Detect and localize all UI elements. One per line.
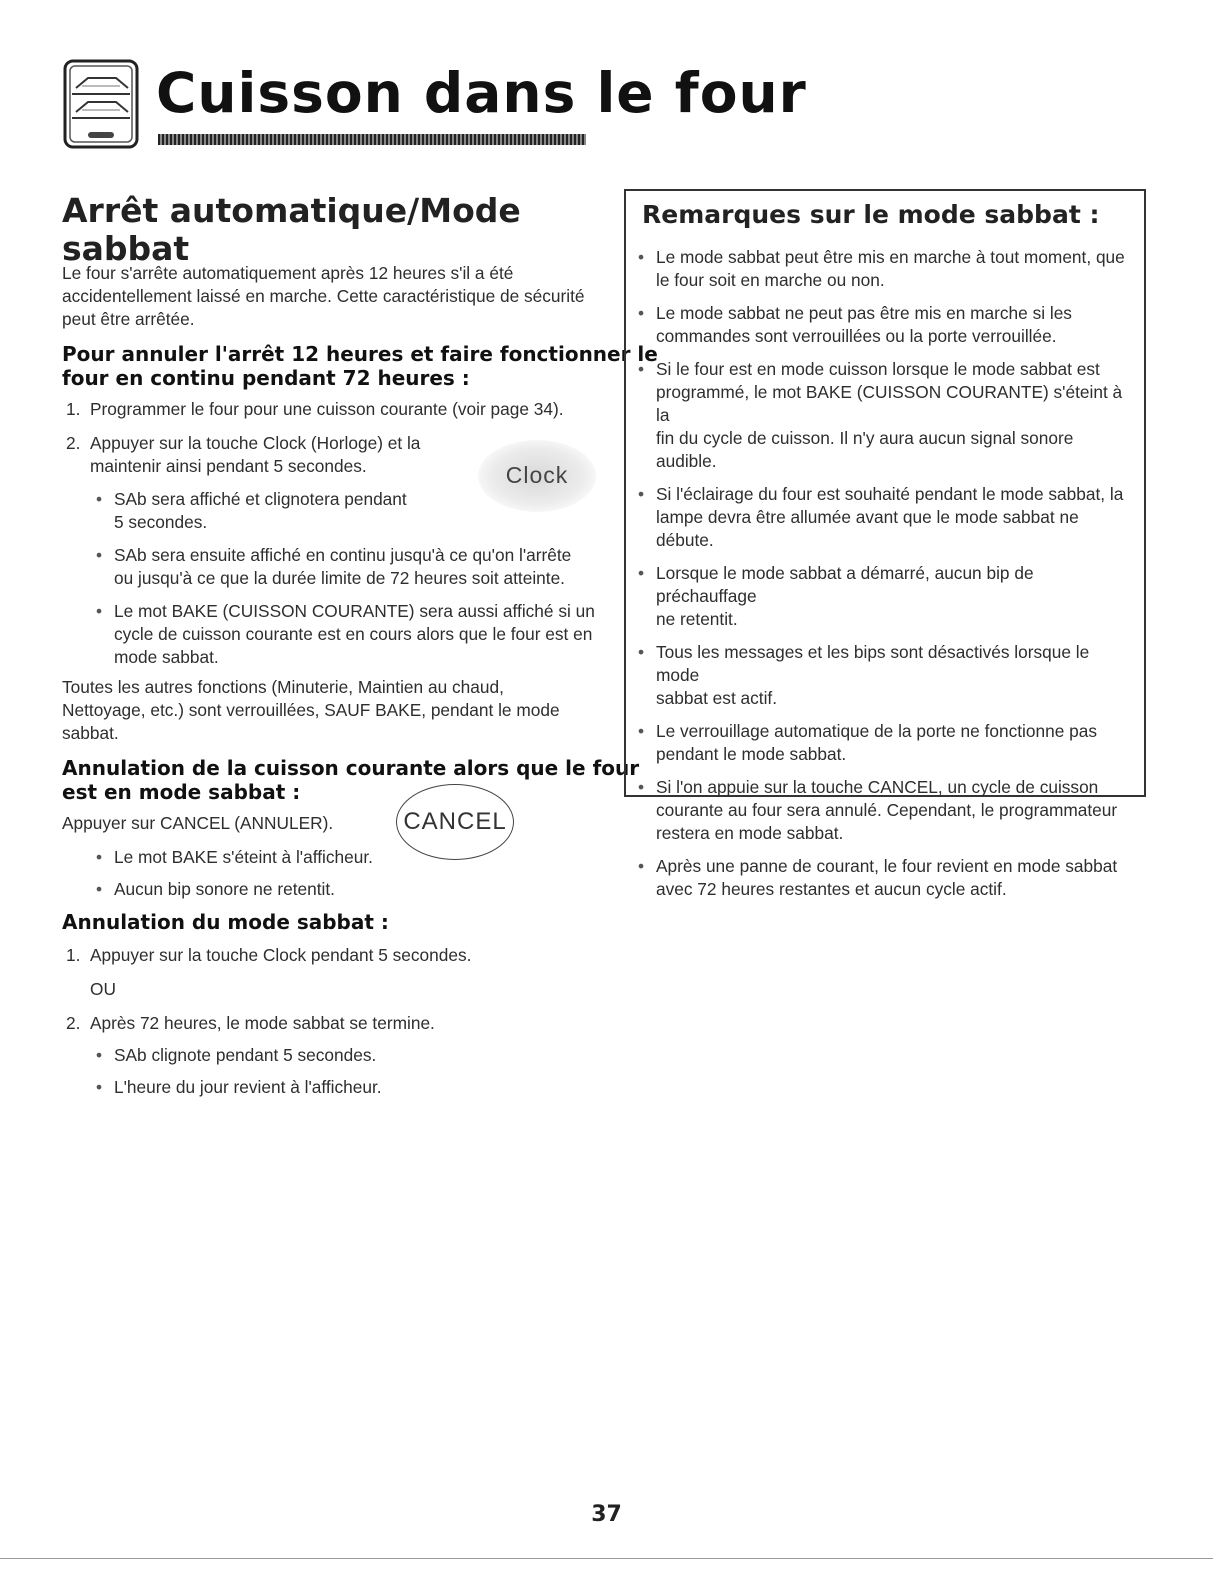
bullet-line: cycle de cuisson courante est en cours alors que le four est en	[114, 624, 593, 644]
notes-title: Remarques sur le mode sabbat :	[642, 200, 1100, 229]
bullet-bake-off: • Le mot BAKE s'éteint à l'afficheur.	[114, 846, 373, 869]
note-line: • Le verrouillage automatique de la porte ne fonctionne pas	[656, 721, 1097, 741]
note-line: • Le mode sabbat peut être mis en marche à tout moment, que	[656, 247, 1125, 267]
paragraph-line: Toutes les autres fonctions (Minuterie, Maintien au chaud,	[62, 677, 504, 697]
note-item	[656, 562, 1134, 631]
note-line: courante au four sera annulé. Cependant, le programmateur	[656, 800, 1118, 820]
step-number: 1.	[66, 945, 81, 965]
note-line: • Le mode sabbat ne peut pas être mis en marche si les	[656, 303, 1072, 323]
clock-key-label: Clock	[505, 462, 569, 488]
step-1	[66, 398, 606, 421]
bullet-sab-continuous	[114, 544, 571, 590]
note-line: • Tous les messages et les bips sont désactivés lorsque le mode	[656, 642, 1090, 685]
note-line: lampe devra être allumée avant que le mode sabbat ne débute.	[656, 507, 1079, 550]
bullet-no-beep: • Aucun bip sonore ne retentit.	[114, 878, 335, 901]
subheading-line: est en mode sabbat :	[62, 780, 301, 804]
notes-list	[656, 246, 1134, 911]
note-item	[656, 776, 1134, 845]
note-line: avec 72 heures restantes et aucun cycle actif.	[656, 879, 1007, 899]
step-text: Appuyer sur la touche Clock (Horloge) et la	[90, 433, 421, 453]
bullet-bake-shown	[114, 600, 595, 669]
subheading-line: four en continu pendant 72 heures :	[62, 366, 470, 390]
note-item	[656, 720, 1134, 766]
note-line: • Si l'éclairage du four est souhaité pendant le mode sabbat, la	[656, 484, 1124, 504]
note-line: • Si l'on appuie sur la touche CANCEL, un cycle de cuisson	[656, 777, 1099, 797]
section-title	[62, 192, 521, 268]
bullet-line: • SAb sera affiché et clignotera pendant	[114, 489, 407, 509]
step-text: maintenir ainsi pendant 5 secondes.	[90, 456, 367, 476]
subheading-disable-auto-off	[62, 342, 658, 390]
intro-line: peut être arrêtée.	[62, 309, 195, 329]
paragraph-line: Nettoyage, etc.) sont verrouillées, SAUF BAKE, pendant le mode	[62, 700, 560, 720]
step-text: Appuyer sur la touche Clock pendant 5 secondes.	[90, 945, 472, 965]
header-rule	[158, 134, 586, 145]
cancel-key-label: CANCEL	[403, 808, 507, 835]
end-step-1	[66, 944, 566, 967]
note-item	[656, 855, 1134, 901]
bullet-time-returns: • L'heure du jour revient à l'afficheur.	[114, 1076, 382, 1099]
note-line: programmé, le mot BAKE (CUISSON COURANTE) s'éteint à la	[656, 382, 1123, 425]
or-text: OU	[90, 979, 116, 999]
subheading-cancel-bake	[62, 756, 639, 804]
note-item	[656, 302, 1134, 348]
note-line: • Après une panne de courant, le four revient en mode sabbat	[656, 856, 1118, 876]
bullet-line: mode sabbat.	[114, 647, 219, 667]
section-title-line: sabbat	[62, 229, 190, 268]
bullet-sab-flash	[114, 488, 407, 534]
step-number: 2.	[66, 433, 81, 453]
paragraph-line: sabbat.	[62, 723, 119, 743]
note-item	[656, 246, 1134, 292]
note-line: pendant le mode sabbat.	[656, 744, 847, 764]
note-line: • Lorsque le mode sabbat a démarré, aucun bip de préchauffage	[656, 563, 1034, 606]
note-item	[656, 483, 1134, 552]
bullet-sab-blink: • SAb clignote pendant 5 secondes.	[114, 1044, 376, 1067]
note-line: restera en mode sabbat.	[656, 823, 844, 843]
oven-icon	[62, 58, 140, 150]
bottom-rule	[0, 1558, 1213, 1559]
intro-line: accidentellement laissé en marche. Cette caractéristique de sécurité	[62, 286, 585, 306]
bullet-line: • Le mot BAKE (CUISSON COURANTE) sera aussi affiché si un	[114, 601, 595, 621]
step-number: 1.	[66, 399, 81, 419]
bullet-line: ou jusqu'à ce que la durée limite de 72 heures soit atteinte.	[114, 568, 565, 588]
step-2	[66, 432, 486, 478]
locked-functions-paragraph	[62, 676, 560, 745]
cancel-instruction: Appuyer sur CANCEL (ANNULER).	[62, 813, 334, 833]
note-item	[656, 358, 1134, 473]
intro-line: Le four s'arrête automatiquement après 12 heures s'il a été	[62, 263, 514, 283]
subheading-line: Annulation de la cuisson courante alors que le four	[62, 756, 640, 780]
page-number: 37	[591, 1502, 622, 1527]
end-step-2	[66, 1012, 566, 1035]
section-title-line: Arrêt automatique/Mode	[62, 191, 521, 230]
note-line: fin du cycle de cuisson. Il n'y aura aucun signal sonore audible.	[656, 428, 1074, 471]
step-text: Après 72 heures, le mode sabbat se termine.	[90, 1013, 435, 1033]
subheading-cancel-sabbath: Annulation du mode sabbat :	[62, 910, 389, 934]
intro-paragraph	[62, 262, 585, 331]
note-line: sabbat est actif.	[656, 688, 778, 708]
note-line: ne retentit.	[656, 609, 738, 629]
bullet-line: 5 secondes.	[114, 512, 208, 532]
step-number: 2.	[66, 1013, 81, 1033]
subheading-line: Pour annuler l'arrêt 12 heures et faire fonctionner le	[62, 342, 658, 366]
step-text: Programmer le four pour une cuisson courante (voir page 34).	[90, 399, 564, 419]
bullet-line: • SAb sera ensuite affiché en continu jusqu'à ce qu'on l'arrête	[114, 545, 572, 565]
note-item	[656, 641, 1134, 710]
note-line: commandes sont verrouillées ou la porte verrouillée.	[656, 326, 1057, 346]
page-header-title: Cuisson dans le four	[156, 61, 807, 125]
note-line: • Si le four est en mode cuisson lorsque le mode sabbat est	[656, 359, 1100, 379]
note-line: le four soit en marche ou non.	[656, 270, 885, 290]
